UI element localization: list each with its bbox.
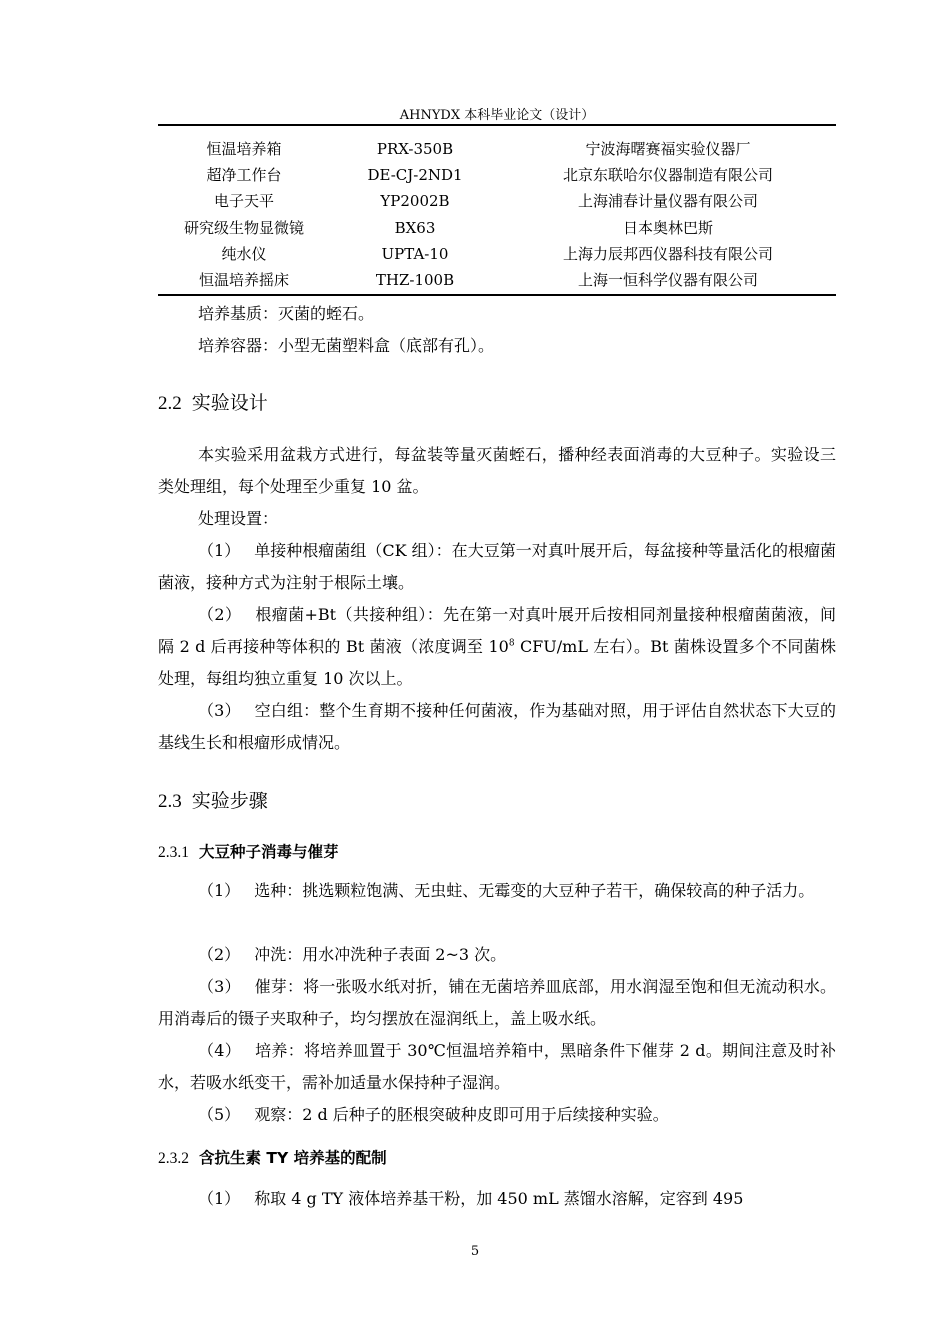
item-label: （3） bbox=[198, 977, 241, 996]
subsection-heading-2-3-1 bbox=[158, 840, 339, 862]
item-text: 观察：2 d 后种子的胚根突破种皮即可用于后续接种实验。 bbox=[254, 1105, 669, 1124]
subsection-title: 含抗生素 TY 培养基的配制 bbox=[199, 1149, 387, 1167]
equipment-manufacturer-cell: 上海浦春计量仪器有限公司 bbox=[577, 192, 758, 211]
design-intro-paragraph: 本实验采用盆栽方式进行，每盆装等量灭菌蛭石，播种经表面消毒的大豆种子。实验设三类处理组，每个处理至少重复 10 盆。 bbox=[158, 445, 836, 496]
equipment-manufacturer-cell: 宁波海曙赛福实验仪器厂 bbox=[585, 140, 751, 159]
item-text-part-b: CFU/mL 左右）。Bt 菌株设置多个不同菌株处理，每组均独立重复 10 次以上。 bbox=[158, 637, 836, 688]
equipment-model-cell: PRX-350B bbox=[376, 140, 454, 159]
header-rule bbox=[158, 124, 836, 126]
equipment-row bbox=[158, 241, 836, 267]
section-title: 实验步骤 bbox=[191, 790, 268, 812]
item-text: 冲洗：用水冲洗种子表面 2~3 次。 bbox=[254, 945, 507, 964]
equipment-model-cell: DE-CJ-2ND1 bbox=[367, 166, 463, 185]
item-label: （2） bbox=[198, 605, 242, 624]
equipment-model-cell: UPTA-10 bbox=[381, 244, 449, 263]
step-item-3 bbox=[158, 971, 836, 1035]
equipment-manufacturer-cell: 上海力辰邦西仪器科技有限公司 bbox=[562, 244, 773, 263]
item-text-part-a: 根瘤菌+Bt（共接种组）：先在第一对真叶展开后按相同剂量接种根瘤菌菌液，间隔 2 d 后再接种等体积的 Bt 菌液（浓度调至 10 bbox=[158, 605, 836, 656]
equipment-name-cell: 恒温培养箱 bbox=[206, 140, 282, 159]
treatment-item-2 bbox=[158, 599, 836, 695]
treatment-item-3 bbox=[158, 695, 836, 759]
prep-item-1 bbox=[158, 1183, 836, 1215]
page-number: 5 bbox=[470, 1244, 480, 1259]
section-title: 实验设计 bbox=[191, 392, 268, 414]
equipment-row bbox=[158, 188, 836, 214]
section-heading-2-3 bbox=[158, 786, 268, 813]
substrate-paragraph: 培养基质：灭菌的蛭石。 bbox=[198, 304, 375, 323]
item-text: 催芽：将一张吸水纸对折，铺在无菌培养皿底部，用水润湿至饱和但无流动积水。用消毒后的镊子夹取种子，均匀摆放在湿润纸上，盖上吸水纸。 bbox=[158, 977, 836, 1028]
section-number: 2.2 bbox=[158, 393, 182, 414]
item-label: （5） bbox=[198, 1105, 241, 1124]
item-label: （3） bbox=[198, 701, 241, 720]
subsection-number: 2.3.1 bbox=[158, 844, 189, 861]
item-text: 空白组：整个生育期不接种任何菌液，作为基础对照，用于评估自然状态下大豆的基线生长和根瘤形成情况。 bbox=[158, 701, 836, 752]
exponent: 8 bbox=[508, 638, 515, 649]
item-label: （4） bbox=[198, 1041, 242, 1060]
equipment-row bbox=[158, 136, 836, 162]
equipment-table bbox=[158, 136, 836, 293]
equipment-model-cell: BX63 bbox=[394, 218, 436, 237]
equipment-model-cell: YP2002B bbox=[380, 192, 450, 211]
item-label: （1） bbox=[198, 541, 241, 560]
equipment-name-cell: 电子天平 bbox=[213, 192, 274, 211]
equipment-row bbox=[158, 162, 836, 188]
section-heading-2-2 bbox=[158, 388, 268, 415]
equipment-row bbox=[158, 215, 836, 241]
equipment-name-cell: 研究级生物显微镜 bbox=[183, 218, 304, 237]
item-text: 单接种根瘤菌组（CK 组）：在大豆第一对真叶展开后，每盆接种等量活化的根瘤菌菌液，接种方式为注射于根际土壤。 bbox=[158, 541, 836, 592]
equipment-manufacturer-cell: 日本奥林巴斯 bbox=[622, 218, 713, 237]
treatment-item-1 bbox=[158, 535, 836, 599]
item-label: （2） bbox=[198, 945, 241, 964]
subsection-title: 大豆种子消毒与催芽 bbox=[199, 843, 339, 861]
step-item-2 bbox=[158, 939, 836, 971]
subsection-heading-2-3-2 bbox=[158, 1146, 387, 1168]
equipment-manufacturer-cell: 北京东联哈尔仪器制造有限公司 bbox=[562, 166, 773, 185]
equipment-name-cell: 超净工作台 bbox=[206, 166, 282, 185]
equipment-name-cell: 纯水仪 bbox=[221, 244, 267, 263]
subsection-number: 2.3.2 bbox=[158, 1150, 189, 1167]
item-text: 选种：挑选颗粒饱满、无虫蛀、无霉变的大豆种子若干，确保较高的种子活力。 bbox=[254, 881, 815, 900]
setup-label: 处理设置： bbox=[198, 509, 279, 528]
item-text: 培养：将培养皿置于 30℃恒温培养箱中，黑暗条件下催芽 2 d。期间注意及时补水，若吸水纸变干，需补加适量水保持种子湿润。 bbox=[158, 1041, 836, 1092]
step-item-1 bbox=[158, 875, 836, 907]
table-bottom-rule bbox=[158, 294, 836, 296]
equipment-model-cell: THZ-100B bbox=[375, 271, 455, 290]
item-label: （1） bbox=[198, 1189, 241, 1208]
equipment-row bbox=[158, 267, 836, 293]
section-number: 2.3 bbox=[158, 791, 182, 812]
item-text: 称取 4 g TY 液体培养基干粉，加 450 mL 蒸馏水溶解，定容到 495 bbox=[254, 1189, 744, 1208]
container-paragraph: 培养容器：小型无菌塑料盒（底部有孔）。 bbox=[198, 336, 495, 355]
equipment-name-cell: 恒温培养摇床 bbox=[198, 271, 289, 290]
running-header: AHNYDX 本科毕业论文（设计） bbox=[399, 108, 595, 123]
equipment-manufacturer-cell: 上海一恒科学仪器有限公司 bbox=[577, 271, 758, 290]
step-item-5 bbox=[158, 1099, 836, 1131]
item-label: （1） bbox=[198, 881, 241, 900]
step-item-4 bbox=[158, 1035, 836, 1099]
